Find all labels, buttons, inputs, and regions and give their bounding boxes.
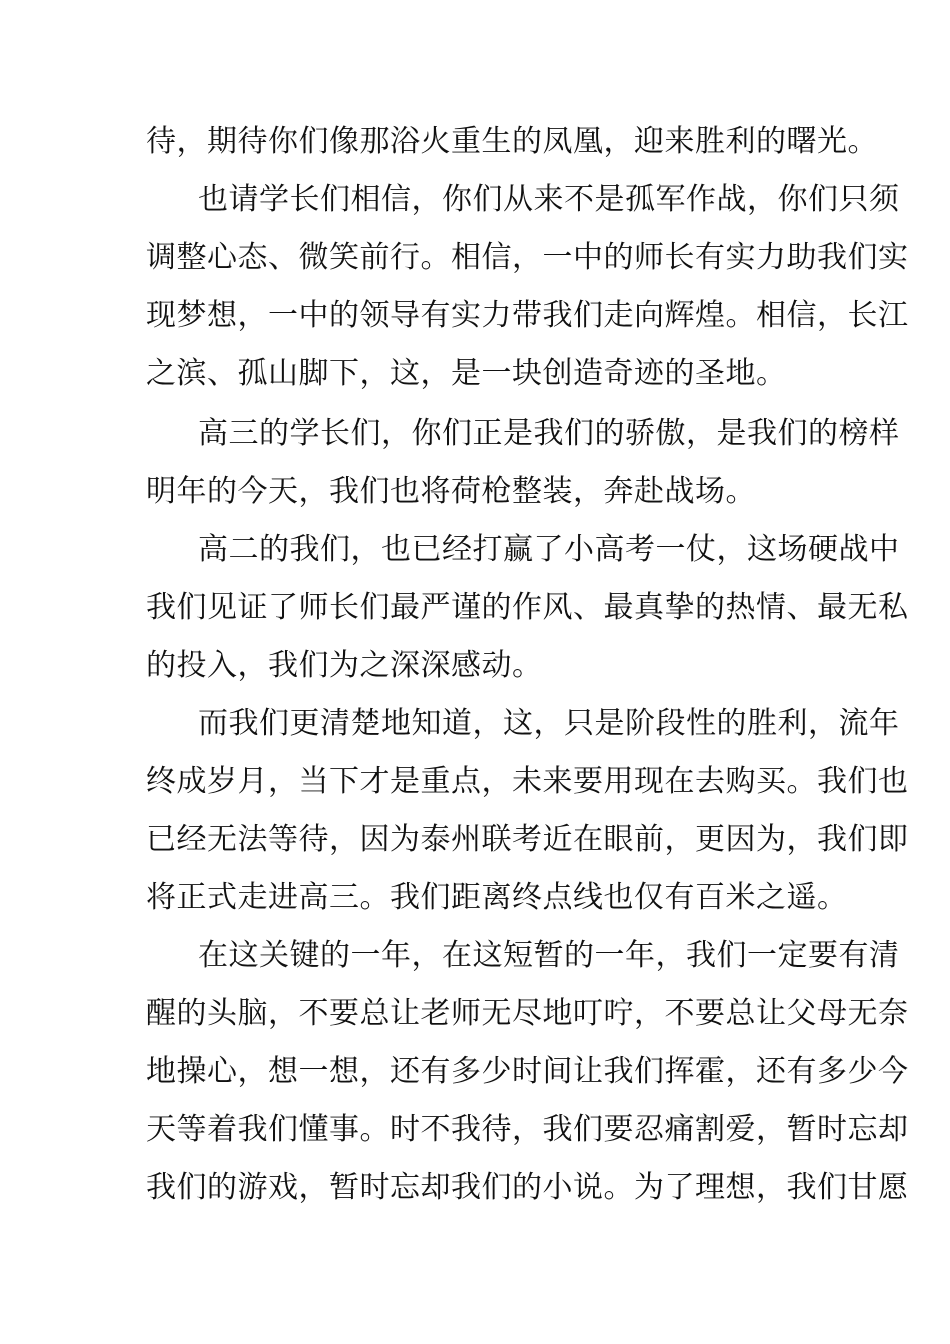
text-line: 的投入，我们为之深深感动。 — [146, 648, 543, 683]
text-line: 我们的游戏，暂时忘却我们的小说。为了理想，我们甘愿 — [146, 1170, 909, 1205]
text-line: 将正式走进高三。我们距离终点线也仅有百米之遥。 — [146, 880, 848, 915]
text-line: 终成岁月，当下才是重点，未来要用现在去购买。我们也 — [146, 764, 909, 799]
text-line: 醒的头脑，不要总让老师无尽地叮咛，不要总让父母无奈 — [146, 996, 909, 1031]
text-line: 我们见证了师长们最严谨的作风、最真挚的热情、最无私 — [146, 590, 909, 625]
text-line: 已经无法等待，因为泰州联考近在眼前，更因为，我们即 — [146, 822, 909, 857]
text-line: 调整心态、微笑前行。相信，一中的师长有实力助我们实 — [146, 240, 909, 275]
paragraph-first-line: 高二的我们，也已经打赢了小高考一仗，这场硬战中 — [198, 532, 900, 567]
paragraph-first-line: 也请学长们相信，你们从来不是孤军作战，你们只须 — [198, 182, 900, 217]
paragraph-first-line: 而我们更清楚地知道，这，只是阶段性的胜利，流年 — [198, 706, 900, 741]
text-line: 待，期待你们像那浴火重生的凤凰，迎来胜利的曙光。 — [146, 124, 878, 159]
text-line: 地操心，想一想，还有多少时间让我们挥霍，还有多少今 — [146, 1054, 909, 1089]
text-line: 明年的今天，我们也将荷枪整装，奔赴战场。 — [146, 474, 756, 509]
text-line: 现梦想，一中的领导有实力带我们走向辉煌。相信，长江 — [146, 298, 909, 333]
text-line: 天等着我们懂事。时不我待，我们要忍痛割爱，暂时忘却 — [146, 1112, 909, 1147]
paragraph-first-line: 高三的学长们，你们正是我们的骄傲，是我们的榜样 — [198, 416, 900, 451]
paragraph-first-line: 在这关键的一年，在这短暂的一年，我们一定要有清 — [198, 938, 900, 973]
text-line: 之滨、孤山脚下，这，是一块创造奇迹的圣地。 — [146, 356, 787, 391]
